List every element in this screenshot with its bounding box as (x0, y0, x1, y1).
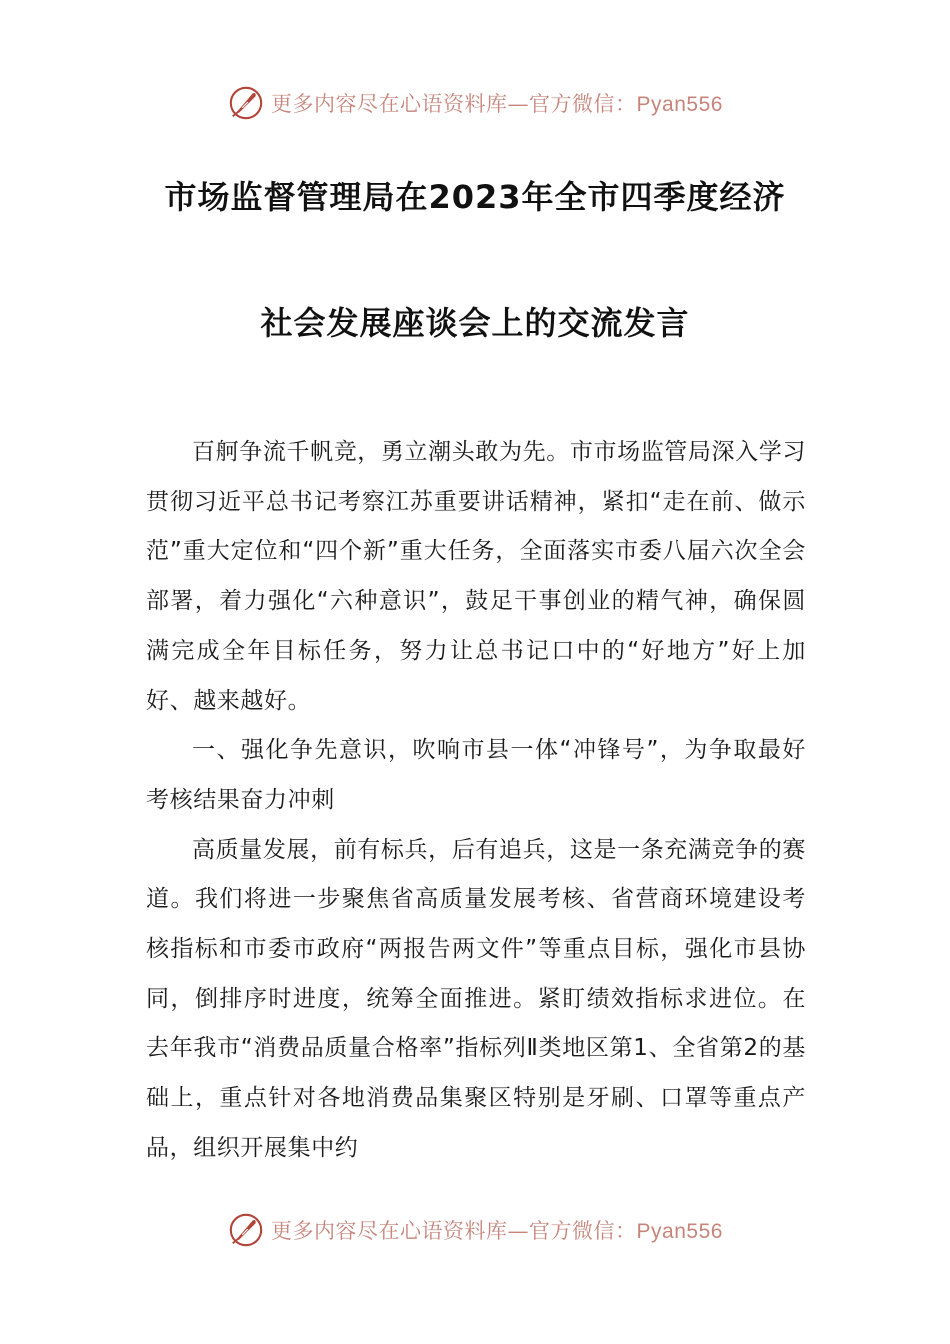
watermark-text (271, 88, 723, 118)
quill-pen-logo-icon (227, 84, 265, 122)
watermark-footer (0, 1208, 950, 1252)
watermark-wechat-id: Pyan556 (636, 93, 723, 116)
document-title-line-2: 社会发展座谈会上的交流发言 (260, 304, 690, 342)
watermark-text (271, 1215, 723, 1245)
paragraph-intro: 百舸争流千帆竞，勇立潮头敢为先。市市场监管局深入学习贯彻习近平总书记考察江苏重要讲话精神，紧扣“走在前、做示范”重大定位和“四个新”重大任务，全面落实市委八届六次全会部署，着力强化“六种意识”，鼓足干事创业的精气神，确保圆满完成全年目标任务，努力让总书记口中的“好地方”好上加好、越来越好。 (146, 439, 806, 714)
watermark-label: 更多内容尽在心语资料库—官方微信： (271, 92, 637, 116)
quill-pen-logo-icon (227, 1211, 265, 1249)
section-heading-1: 一、强化争先意识，吹响市县一体“冲锋号”，为争取最好考核结果奋力冲刺 (146, 737, 806, 813)
paragraph-section-1: 高质量发展，前有标兵，后有追兵，这是一条充满竞争的赛道。我们将进一步聚焦省高质量发展考核、省营商环境建设考核指标和市委市政府“两报告两文件”等重点目标，强化市县协同，倒排序时进度，统筹全面推进。紧盯绩效指标求进位。在去年我市“消费品质量合格率”指标列Ⅱ类地区第1、全省第2的基础上，重点针对各地消费品集聚区特别是牙刷、口罩等重点产品，组织开展集中约 (146, 836, 806, 1161)
watermark-wechat-id: Pyan556 (636, 1220, 723, 1243)
document-title-line-1: 市场监督管理局在2023年全市四季度经济 (164, 178, 786, 216)
watermark-header (0, 81, 950, 125)
document-body (146, 428, 806, 1174)
watermark-label: 更多内容尽在心语资料库—官方微信： (271, 1219, 637, 1243)
